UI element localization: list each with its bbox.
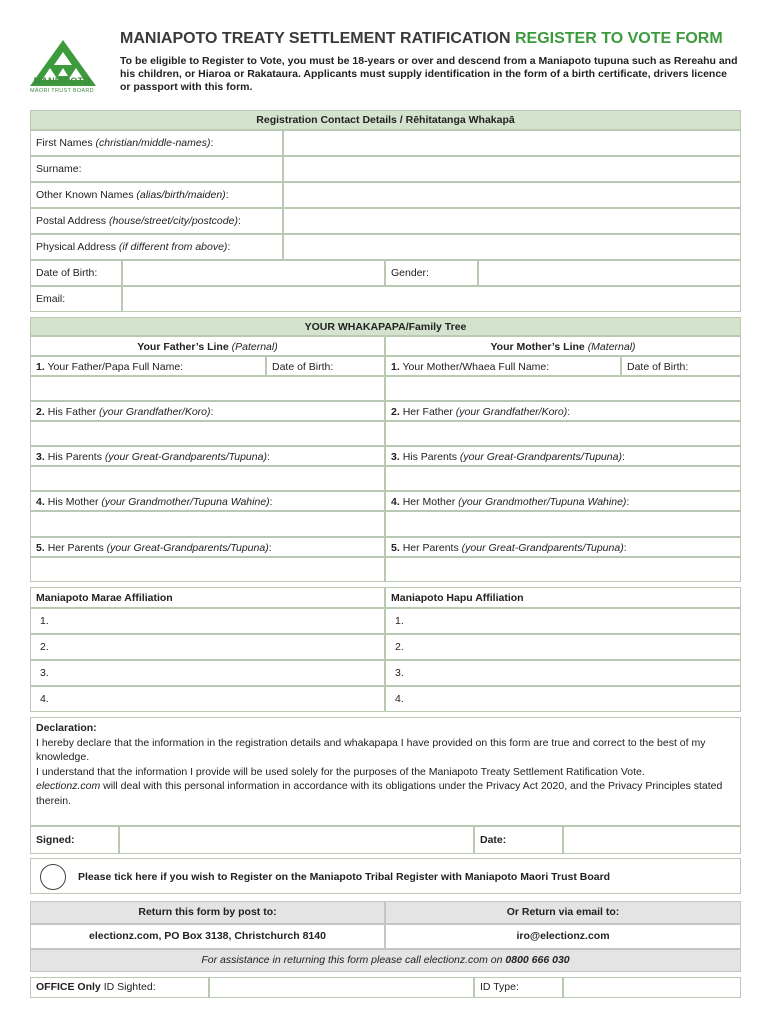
mother-row-1-label: 1. Your Mother/Whaea Full Name: (385, 356, 621, 376)
email-field[interactable] (122, 286, 741, 312)
mother-row-3-field[interactable] (385, 466, 741, 491)
office-id-type-label: ID Type: (474, 977, 563, 998)
mother-row-1-field[interactable] (385, 376, 741, 401)
email-label: Email: (30, 286, 122, 312)
first-names-label: First Names (christian/middle-names): (30, 130, 283, 156)
father-dob-label: Date of Birth: (266, 356, 385, 376)
father-row-1-label: 1. Your Father/Papa Full Name: (30, 356, 266, 376)
physical-address-label: Physical Address (if different from above): (30, 234, 283, 260)
hapu-field-1[interactable]: 1. (385, 608, 741, 634)
return-post-heading: Return this form by post to: (30, 901, 385, 924)
mother-row-2-field[interactable] (385, 421, 741, 446)
postal-address-field[interactable] (283, 208, 741, 234)
return-post-address: electionz.com, PO Box 3138, Christchurch 8140 (30, 924, 385, 949)
return-email-heading: Or Return via email to: (385, 901, 741, 924)
declaration-line-3: electionz.com will deal with this personal information in accordance with its obligations under the Privacy Act 2020, and the Privacy Principles stated therein. (36, 780, 723, 807)
father-row-5-field[interactable] (30, 557, 385, 582)
declaration-line-1: I hereby declare that the information in the registration details and whakapapa I have provided on this form are true and correct to the best of my knowledge. (36, 736, 706, 763)
date-label: Date: (474, 826, 563, 854)
logo-name: MANIAPOTO (33, 76, 91, 86)
marae-field-1[interactable]: 1. (30, 608, 385, 634)
hapu-field-2[interactable]: 2. (385, 634, 741, 660)
assistance-phone: 0800 666 030 (505, 954, 570, 966)
marae-field-3[interactable]: 3. (30, 660, 385, 686)
return-email-address[interactable]: iro@electionz.com (385, 924, 741, 949)
mother-row-5-label: 5. Her Parents (your Great-Grandparents/Tupuna): (385, 537, 741, 557)
first-names-field[interactable] (283, 130, 741, 156)
declaration-line-2: I understand that the information I provide will be used solely for the purposes of the Maniapoto Treaty Settlement Ratification Vote. (36, 765, 645, 778)
tribal-register-label: Please tick here if you wish to Register on the Maniapoto Tribal Register with Maniapoto Maori Trust Board (78, 871, 611, 883)
father-row-3-label: 3. His Parents (your Great-Grandparents/Tupuna): (30, 446, 385, 466)
father-row-3-field[interactable] (30, 466, 385, 491)
father-row-1-field[interactable] (30, 376, 385, 401)
title-main: MANIAPOTO TREATY SETTLEMENT RATIFICATION (120, 30, 511, 47)
mother-row-2-label: 2. Her Father (your Grandfather/Koro): (385, 401, 741, 421)
other-names-label: Other Known Names (alias/birth/maiden): (30, 182, 283, 208)
signed-label: Signed: (30, 826, 119, 854)
title-accent: REGISTER TO VOTE FORM (514, 30, 723, 47)
postal-address-label: Postal Address (house/street/city/postcode): (30, 208, 283, 234)
tribal-register-checkbox[interactable] (40, 864, 66, 890)
date-field[interactable] (563, 826, 741, 854)
marae-field-2[interactable]: 2. (30, 634, 385, 660)
whakapapa-heading: YOUR WHAKAPAPA/Family Tree (30, 317, 741, 336)
father-line-heading: Your Father’s Line (Paternal) (30, 336, 385, 356)
declaration-box (30, 717, 741, 826)
mother-row-4-field[interactable] (385, 511, 741, 537)
signature-field[interactable] (119, 826, 474, 854)
gender-field[interactable] (478, 260, 741, 286)
surname-label: Surname: (30, 156, 283, 182)
hapu-field-4[interactable]: 4. (385, 686, 741, 712)
hapu-field-3[interactable]: 3. (385, 660, 741, 686)
father-row-5-label: 5. Her Parents (your Great-Grandparents/Tupuna): (30, 537, 385, 557)
mother-row-3-label: 3. His Parents (your Great-Grandparents/Tupuna): (385, 446, 741, 466)
office-id-sighted-label: OFFICE Only ID Sighted: (30, 977, 209, 998)
office-id-type-field[interactable] (563, 977, 741, 998)
marae-field-4[interactable]: 4. (30, 686, 385, 712)
logo-subtitle: MĀORI TRUST BOARD (30, 88, 94, 94)
father-row-2-field[interactable] (30, 421, 385, 446)
hapu-affiliation-heading: Maniapoto Hapu Affiliation (385, 587, 741, 608)
father-row-4-label: 4. His Mother (your Grandmother/Tupuna Wahine): (30, 491, 385, 511)
declaration-title: Declaration: (36, 722, 97, 734)
office-id-sighted-field[interactable] (209, 977, 474, 998)
other-names-field[interactable] (283, 182, 741, 208)
mother-row-5-field[interactable] (385, 557, 741, 582)
eligibility-intro: To be eligible to Register to Vote, you must be 18-years or over and descend from a Maniapoto tupuna such as Rereahu and his children, or Hiaroa or Rakataura. Applicants must supply identification in the form of a birth certificate, drivers licence or passport with this form. (120, 55, 738, 93)
mother-row-4-label: 4. Her Mother (your Grandmother/Tupuna Wahine): (385, 491, 741, 511)
form-title (120, 30, 723, 48)
mother-dob-label: Date of Birth: (621, 356, 741, 376)
contact-section-heading: Registration Contact Details / Rēhitatanga Whakapā (30, 110, 741, 130)
physical-address-field[interactable] (283, 234, 741, 260)
marae-affiliation-heading: Maniapoto Marae Affiliation (30, 587, 385, 608)
gender-label: Gender: (385, 260, 478, 286)
father-row-4-field[interactable] (30, 511, 385, 537)
dob-field[interactable] (122, 260, 385, 286)
assistance-note: For assistance in returning this form please call electionz.com on 0800 666 030 (30, 949, 741, 972)
surname-field[interactable] (283, 156, 741, 182)
mother-line-heading: Your Mother’s Line (Maternal) (385, 336, 741, 356)
dob-label: Date of Birth: (30, 260, 122, 286)
father-row-2-label: 2. His Father (your Grandfather/Koro): (30, 401, 385, 421)
